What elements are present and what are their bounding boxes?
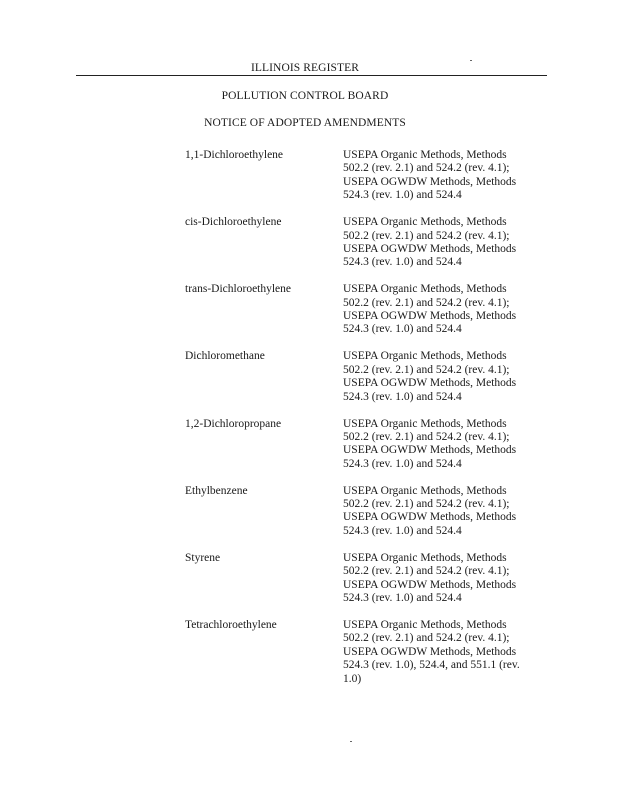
method-line: USEPA OGWDW Methods, Methods [343, 242, 517, 255]
method-line: USEPA Organic Methods, Methods [343, 149, 507, 161]
analytical-methods [343, 350, 543, 404]
method-line: 524.3 (rev. 1.0) and 524.4 [343, 591, 462, 604]
scan-speck [470, 60, 472, 61]
method-line: USEPA Organic Methods, Methods [343, 350, 507, 363]
method-line: USEPA OGWDW Methods, Methods [343, 310, 517, 323]
method-line: 502.2 (rev. 2.1) and 524.2 (rev. 4.1); [343, 162, 510, 175]
method-line: 524.3 (rev. 1.0) and 524.4 [343, 524, 462, 537]
list-item [185, 418, 545, 472]
analytical-methods [343, 216, 543, 270]
list-item [185, 350, 545, 404]
method-line: 502.2 (rev. 2.1) and 524.2 (rev. 4.1); [343, 498, 510, 511]
notice-header: NOTICE OF ADOPTED AMENDMENTS [204, 117, 406, 129]
method-line: USEPA OGWDW Methods, Methods [343, 175, 517, 188]
method-line: 502.2 (rev. 2.1) and 524.2 (rev. 4.1); [343, 296, 510, 309]
list-item [185, 216, 545, 270]
method-line: USEPA Organic Methods, Methods [343, 417, 507, 430]
method-line: 502.2 (rev. 2.1) and 524.2 (rev. 4.1); [343, 363, 510, 376]
method-line: USEPA Organic Methods, Methods [343, 618, 507, 631]
chemical-name: Dichloromethane [185, 350, 265, 363]
method-line: USEPA OGWDW Methods, Methods [343, 578, 517, 591]
method-line: USEPA OGWDW Methods, Methods [343, 645, 517, 658]
chemical-name: Tetrachloroethylene [185, 618, 277, 631]
method-line: 524.3 (rev. 1.0) and 524.4 [343, 256, 462, 269]
method-line: 524.3 (rev. 1.0), 524.4, and 551.1 (rev. [343, 659, 520, 672]
method-line: 502.2 (rev. 2.1) and 524.2 (rev. 4.1); [343, 565, 510, 578]
analytical-methods [343, 283, 543, 337]
method-line: USEPA OGWDW Methods, Methods [343, 444, 517, 457]
chemical-name: 1,1-Dichloroethylene [185, 149, 284, 161]
method-line: USEPA Organic Methods, Methods [343, 484, 507, 497]
list-item [185, 552, 545, 606]
method-line: 502.2 (rev. 2.1) and 524.2 (rev. 4.1); [343, 430, 510, 443]
analytical-methods [343, 485, 543, 539]
chemical-name: trans-Dichloroethylene [185, 283, 292, 296]
chemical-name: 1,2-Dichloropropane [185, 417, 282, 430]
analytical-methods [343, 552, 543, 606]
method-line: USEPA Organic Methods, Methods [343, 283, 507, 296]
chemical-name: Styrene [185, 551, 221, 564]
board-header: POLLUTION CONTROL BOARD [221, 90, 389, 102]
analytical-methods [343, 149, 543, 203]
method-line: 502.2 (rev. 2.1) and 524.2 (rev. 4.1); [343, 229, 510, 242]
scan-speck [350, 741, 352, 742]
method-line: 1.0) [343, 672, 362, 685]
header-rule [76, 75, 547, 76]
method-line: USEPA Organic Methods, Methods [343, 551, 507, 564]
method-line: USEPA OGWDW Methods, Methods [343, 377, 517, 390]
method-list [185, 149, 545, 699]
chemical-name: cis-Dichloroethylene [185, 216, 282, 229]
list-item [185, 485, 545, 539]
chemical-name: Ethylbenzene [185, 484, 248, 497]
method-line: USEPA OGWDW Methods, Methods [343, 511, 517, 524]
list-item [185, 283, 545, 337]
analytical-methods [343, 418, 543, 472]
list-item [185, 149, 545, 203]
analytical-methods [343, 619, 543, 686]
method-line: 524.3 (rev. 1.0) and 524.4 [343, 189, 462, 202]
register-header: ILLINOIS REGISTER [250, 62, 360, 74]
list-item [185, 619, 545, 686]
method-line: 502.2 (rev. 2.1) and 524.2 (rev. 4.1); [343, 632, 510, 645]
method-line: USEPA Organic Methods, Methods [343, 216, 507, 229]
method-line: 524.3 (rev. 1.0) and 524.4 [343, 323, 462, 336]
method-line: 524.3 (rev. 1.0) and 524.4 [343, 457, 462, 470]
method-line: 524.3 (rev. 1.0) and 524.4 [343, 390, 462, 403]
